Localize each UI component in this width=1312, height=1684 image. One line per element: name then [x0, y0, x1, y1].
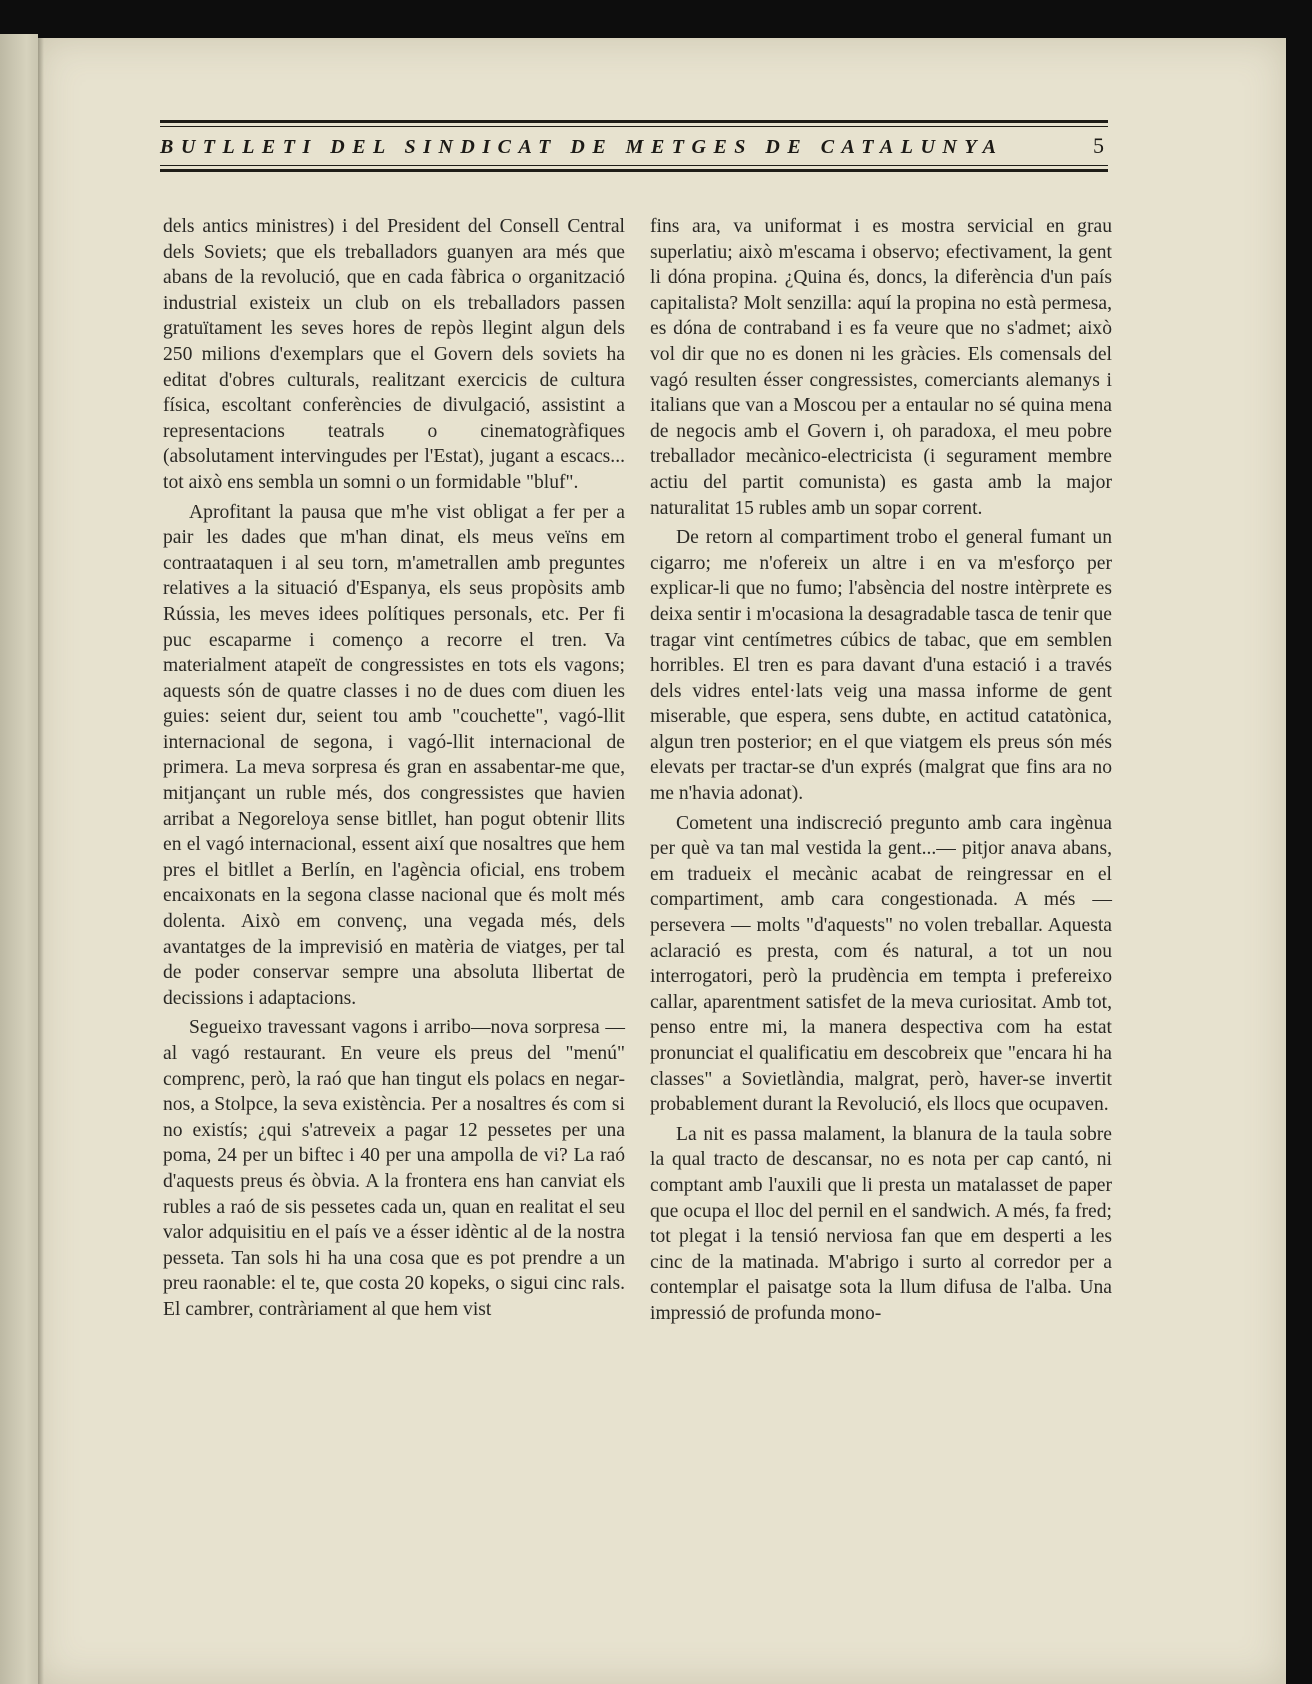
header-bottom-thin-rule [160, 165, 1108, 166]
paragraph: Cometent una indiscreció pregunto amb cara ingènua per què va tan mal vestida la gent...— pitjor anava abans, em tradueix el mecànic acabat de reingressar en el compartiment, amb cara congestionada. A més — persevera — molts "d'aquests" no volen treballar. Aquesta aclaració es presta, com és natural, a tot un nou interrogatori, però la prudència em tempta i prefereixo callar, aparentment satisfet de la meva curiositat. Amb tot, penso entre mi, la manera despectiva com ha estat pronunciat el qualificatiu em descobreix que "encara hi ha classes" a Sovietlàndia, malgrat, però, haver-se invertit probablement durant la Revolució, els llocs que ocupaven. [650, 812, 1112, 1116]
header-bottom-rule [160, 169, 1108, 172]
running-header [160, 120, 1108, 172]
paragraph: Aprofitant la pausa que m'he vist obligat a fer per a pair les dades que m'han dinat, els meus veïns em contraataquen i al seu torn, m'ametrallen amb preguntes relatives a la situació d'Espanya, els seus propòsits amb Rússia, les meves idees polítiques personals, etc. Per fi puc escaparme i començo a recorre el tren. Va materialment atapeït de congressistes en tots els vagons; aquests són de quatre classes i no de dues com diuen les guies: seient dur, seient tou amb "couchette", vagó-llit internacional de segona, i vagó-llit internacional de primera. La meva sorpresa és gran en assabentar-me que, mitjançant un ruble més, dos congressistes que havien arribat a Negoreloya sense bitllet, han pogut obtenir llits en el vagó internacional, essent així que nosaltres que hem pres el bitllet a Berlín, en l'agència oficial, ens trobem encaixonats en la segona classe nacional que és molt més dolenta. Això em convenç, una vegada més, dels avantatges de la imprevisió en matèria de viatges, per tal de poder conservar sempre una absoluta llibertat de decissions i adaptacions. [163, 501, 625, 1009]
paragraph: fins ara, va uniformat i es mostra servicial en grau superlatiu; això m'escama i observo; efectivament, la gent li dóna propina. ¿Quina és, doncs, la diferència d'un país capitalista? Molt senzilla: aquí la propina no està permesa, es dóna de contraband i es fa veure que no s'admet; això vol dir que no es donen ni les gràcies. Els comensals del vagó resulten ésser congressistes, comerciants alemanys i italians que van a Moscou per a entaular no sé quina mena de negocis amb el Govern i, oh paradoxa, el meu pobre treballador mecànico-electricista (i segurament membre actiu del partit comunista) es gasta amb la major naturalitat 15 rubles amb un sopar corrent. [650, 216, 1112, 519]
running-title: BUTLLETI DEL SINDICAT DE METGES DE CATALUNYA [160, 136, 1004, 158]
paragraph: La nit es passa malament, la blanura de la taula sobre la qual tracto de descansar, no es nota per cap cantó, ni comptant amb l'auxili que li presta un matalasset de paper que ocupa el lloc del pernil en el sandwich. A més, fa fred; tot plegat i la tensió nerviosa fan que em desperti a les cinc de la matinada. M'abrigo i surto al corredor per a contemplar el paisatge sota la llum difusa de l'alba. Una impressió de profunda mono- [650, 1123, 1112, 1324]
page-spine-shadow [38, 38, 44, 1684]
left-column [163, 214, 625, 1323]
paragraph: dels antics ministres) i del President del Consell Central dels Soviets; que els treballadors guanyen ara més que abans de la revolució, que en cada fàbrica o organització industrial existeix un club on els treballadors passen gratuïtament les seves hores de repòs llegint algun dels 250 milions d'exemplars que el Govern dels soviets ha editat d'obres culturals, realitzant exercicis de cultura física, escoltant conferències de divulgació, assistint a representacions teatrals o cinematogràfiques (absolutament intervingudes per l'Estat), jugant a escacs... tot això ens sembla un somni o un formidable "bluf". [163, 216, 625, 493]
paragraph: De retorn al compartiment trobo el general fumant un cigarro; me n'ofereix un altre i en va m'esforço per explicar-li que no fumo; l'absència del nostre intèrprete es deixa sentir i m'ocasiona la desagradable tasca de tenir que tragar vint centímetres cúbics de tabac, que em semblen horribles. El tren es para davant d'una estació i a través dels vidres entel·lats veig una massa informe de gent miserable, que espera, sens dubte, en actitud catatònica, algun tren posterior; en el que viatgem els preus són més elevats per tractar-se d'un exprés (malgrat que fins ara no me n'havia adonat). [650, 527, 1112, 805]
page-number: 5 [1093, 133, 1104, 158]
header-row [160, 127, 1108, 165]
paragraph: Segueixo travessant vagons i arribo—nova sorpresa — al vagó restaurant. En veure els preus del "menú" comprenc, però, la raó que han tingut els polacs en negar-nos, a Stolpce, la seva existència. Per a nosaltres és com si no existís; ¿qui s'atreveix a pagar 12 pessetes per una poma, 24 per un biftec i 40 per una ampolla de vi? La raó d'aquests preus és òbvia. A la frontera ens han canviat els rubles a raó de sis pessetes cada un, quan en realitat el seu valor adquisitiu en el país ve a ésser idèntic al de la nostra pesseta. Tan sols hi ha una cosa que es pot prendre a un preu raonable: el te, que costa 20 kopeks, o sigui cinc rals. El cambrer, contràriament al que hem vist [163, 1017, 625, 1320]
right-column [650, 214, 1112, 1327]
header-top-rule [160, 120, 1108, 123]
previous-page-edge [0, 34, 38, 1684]
